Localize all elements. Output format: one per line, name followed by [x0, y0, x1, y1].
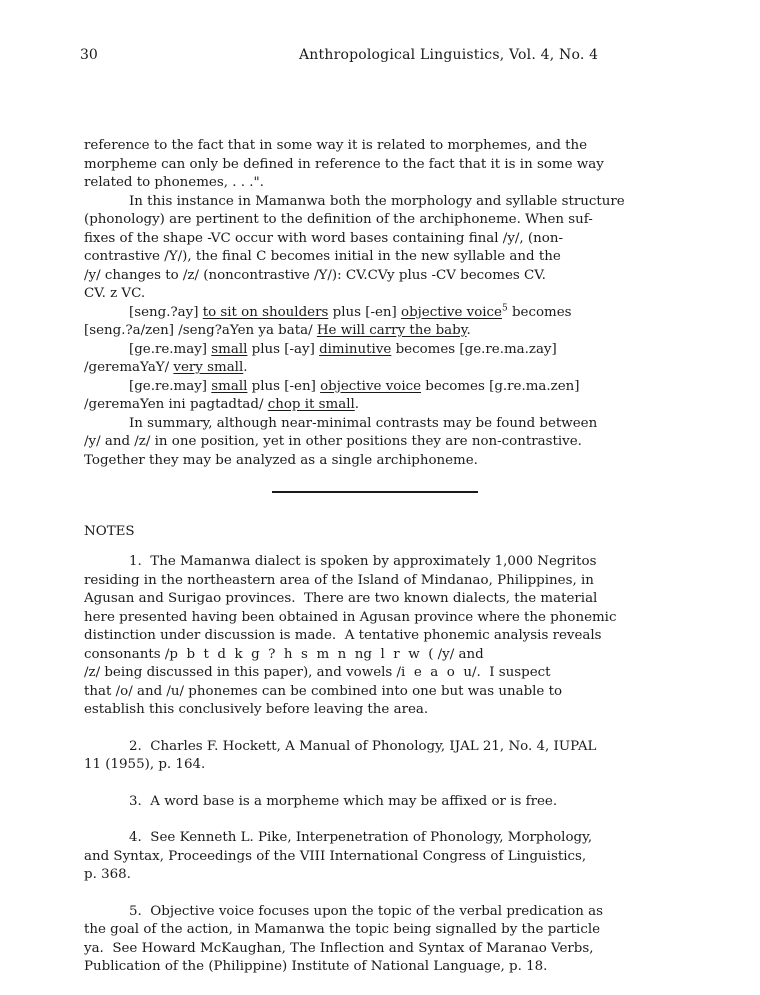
note-line — [84, 664, 684, 683]
gloss: He will carry the baby — [316, 323, 467, 338]
note-number: 2. — [129, 738, 142, 754]
note-line — [84, 627, 684, 646]
example-form: [ge.re.may] — [129, 378, 212, 394]
gloss: diminutive — [319, 341, 392, 357]
note-line — [84, 646, 684, 665]
note-text: Charles F. Hockett, A Manual of Phonology, IJAL 21, No. 4, IUPAL — [150, 738, 597, 754]
text-line: In summary, although near-minimal contrasts may be found between — [129, 415, 598, 431]
text-line: Together they may be analyzed as a single archiphoneme. — [84, 452, 478, 468]
note-text: Publication of the (Philippine) Institute of National Language, p. 18. — [84, 959, 548, 974]
note-text: that /o/ and /u/ phonemes can be combined into one but was unable to — [84, 683, 563, 699]
text-line: morpheme can only be defined in reference to the fact that it is in some way — [84, 156, 604, 172]
note-item — [84, 793, 684, 812]
punctuation: . — [354, 397, 360, 412]
text-line: fixes of the shape -VC occur with word bases containing final /y/, (non- — [84, 230, 563, 246]
text-line: contrastive /Y/), the final C becomes initial in the new syllable and the — [84, 249, 561, 264]
note-text: /z/ being discussed in this paper), and vowels /i e a o u/. I suspect — [84, 665, 551, 680]
gloss: very small — [173, 360, 244, 375]
note-text: establish this conclusively before leaving the area. — [84, 702, 429, 717]
text-line: reference to the fact that in some way it is related to morphemes, and the — [84, 138, 588, 153]
example-form: [seng.?ay] — [129, 304, 203, 320]
note-number: 1. — [129, 554, 142, 569]
example-2-line-2 — [84, 359, 684, 378]
example-3-line-1 — [84, 378, 684, 397]
note-line — [84, 738, 684, 757]
note-line — [84, 572, 684, 591]
note-text: ya. See Howard McKaughan, The Inflection and Syntax of Maranao Verbs, — [84, 940, 594, 956]
note-number: 5. — [129, 903, 142, 919]
example-1-line-2 — [84, 322, 684, 341]
gloss: objective voice — [320, 378, 422, 394]
note-text: distinction under discussion is made. A tentative phonemic analysis reveals — [84, 628, 602, 643]
text-line: related to phonemes, . . .". — [84, 175, 264, 190]
note-item — [84, 738, 684, 775]
note-text: See Kenneth L. Pike, Interpenetration of Phonology, Morphology, — [150, 830, 593, 845]
note-item — [84, 903, 684, 977]
text-line: /y/ and /z/ in one position, yet in other positions they are non-contrastive. — [84, 434, 582, 449]
note-line — [84, 829, 684, 848]
note-item — [84, 553, 684, 720]
example-2-line-1 — [84, 341, 684, 360]
note-line — [84, 553, 684, 572]
page-number: 30 — [80, 47, 98, 63]
example-form: /geremaYaY/ — [84, 360, 174, 375]
text-line: /y/ changes to /z/ (noncontrastive /Y/): CV.CVy plus -CV becomes CV. — [84, 267, 546, 283]
note-text: the goal of the action, in Mamanwa the topic being signalled by the particle — [84, 922, 601, 937]
note-line — [84, 701, 684, 720]
note-item — [84, 829, 684, 885]
note-text: The Mamanwa dialect is spoken by approximately 1,000 Negritos — [150, 554, 597, 569]
note-line — [84, 793, 684, 812]
note-text: Agusan and Surigao provinces. There are two known dialects, the material — [84, 591, 598, 606]
example-form: becomes [ge.re.ma.zay] — [391, 341, 557, 357]
note-text: Objective voice focuses upon the topic of the verbal predication as — [150, 903, 604, 919]
text-line: CV. z VC. — [84, 286, 146, 301]
note-text: A word base is a morpheme which may be affixed or is free. — [150, 793, 558, 809]
gloss: chop it small — [267, 397, 355, 412]
example-form: plus [-ay] — [247, 341, 320, 357]
note-line — [84, 903, 684, 922]
note-number: 3. — [129, 793, 142, 809]
note-line — [84, 921, 684, 940]
note-line — [84, 866, 684, 885]
section-divider — [272, 491, 478, 493]
note-line — [84, 848, 684, 867]
text-line: (phonology) are pertinent to the definition of the archiphoneme. When suf- — [84, 212, 593, 227]
example-3-line-2 — [84, 396, 684, 415]
note-line — [84, 756, 684, 775]
example-form: becomes — [507, 304, 572, 320]
gloss: small — [211, 378, 248, 394]
example-form: plus [-en] — [328, 304, 402, 320]
note-text: here presented having been obtained in Agusan province where the phonemic — [84, 609, 617, 625]
gloss: objective voice — [401, 304, 502, 320]
example-form: /geremaYen ini pagtadtad/ — [84, 397, 268, 412]
note-text: residing in the northeastern area of the Island of Mindanao, Philippines, in — [84, 572, 594, 588]
note-line — [84, 609, 684, 628]
body-text — [84, 137, 684, 470]
notes-list — [84, 553, 684, 995]
note-line — [84, 590, 684, 609]
note-line — [84, 683, 684, 702]
text-line: In this instance in Mamanwa both the morphology and syllable structure — [129, 193, 625, 209]
running-head: Anthropological Linguistics, Vol. 4, No. 4 — [299, 47, 599, 63]
note-number: 4. — [129, 830, 142, 845]
note-line — [84, 940, 684, 959]
example-form: [seng.?a/zen] /seng?aYen ya bata/ — [84, 323, 317, 338]
note-text: consonants /p b t d k g ? h s m n ng l r w ( /y/ and — [84, 646, 484, 662]
gloss: to sit on shoulders — [202, 304, 329, 320]
punctuation: . — [243, 360, 248, 375]
footnote-ref[interactable]: 5 — [501, 303, 508, 314]
example-form: becomes [g.re.ma.zen] — [421, 378, 580, 394]
note-text: 11 (1955), p. 164. — [84, 757, 206, 772]
punctuation: . — [466, 323, 471, 338]
gloss: small — [211, 341, 248, 357]
example-1-line-1 — [84, 304, 684, 323]
example-form: plus [-en] — [247, 378, 321, 394]
example-form: [ge.re.may] — [129, 341, 212, 357]
note-text: p. 368. — [84, 867, 131, 882]
note-text: and Syntax, Proceedings of the VIII International Congress of Linguistics, — [84, 848, 587, 864]
notes-heading: NOTES — [84, 524, 135, 539]
note-line — [84, 958, 684, 977]
